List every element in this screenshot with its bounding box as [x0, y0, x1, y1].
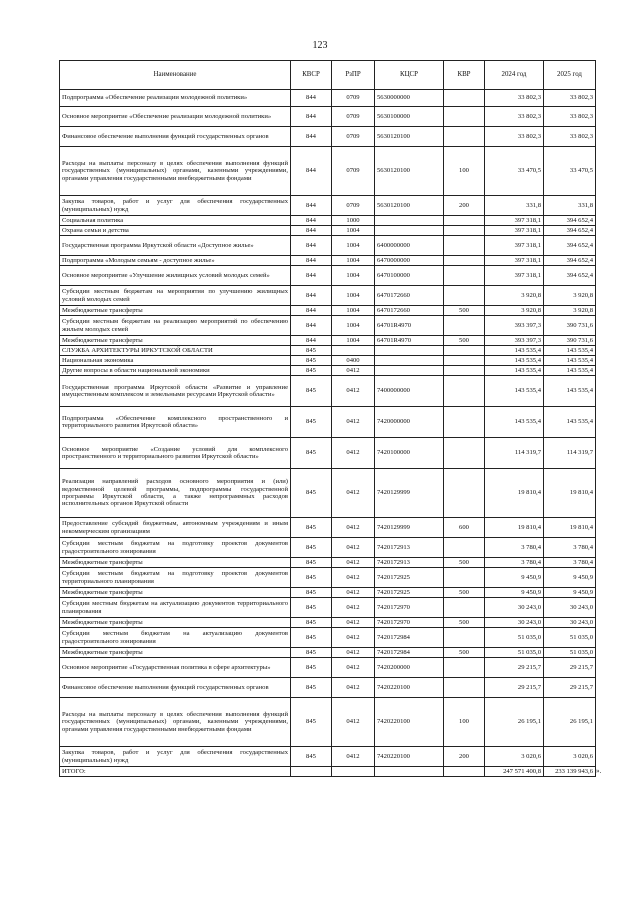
cell-2024: 33 802,3 [485, 90, 544, 107]
cell-2025: 3 920,8 [544, 306, 596, 316]
cell-rzpr: 0412 [332, 628, 375, 648]
cell-ktsr: 64701R4970 [375, 316, 444, 336]
table-row [60, 538, 596, 558]
cell-ksvr: 845 [291, 558, 332, 568]
cell-2025: 394 652,4 [544, 216, 596, 226]
header-2025: 2025 год [544, 61, 596, 90]
table-row [60, 286, 596, 306]
cell-2024: 397 318,1 [485, 256, 544, 266]
cell-kvr [444, 628, 485, 648]
table-row [60, 236, 596, 256]
page-number: 123 [312, 40, 328, 51]
cell-2025: 30 243,0 [544, 618, 596, 628]
cell-ksvr: 844 [291, 236, 332, 256]
cell-2024: 51 035,0 [485, 648, 544, 658]
cell-name: Основное мероприятие «Государственная политика в сфере архитектуры» [60, 658, 291, 678]
cell-ktsr: 5630120100 [375, 127, 444, 147]
cell-2025: 394 652,4 [544, 266, 596, 286]
cell-ksvr: 845 [291, 376, 332, 407]
cell-kvr [444, 127, 485, 147]
cell-name: Закупка товаров, работ и услуг для обеспечения государственных (муниципальных) нужд [60, 196, 291, 216]
cell-rzpr: 1000 [332, 216, 375, 226]
cell-name: Национальная экономика [60, 356, 291, 366]
cell-ktsr [375, 216, 444, 226]
cell-ksvr: 845 [291, 648, 332, 658]
cell-kvr [444, 366, 485, 376]
cell-kvr [444, 376, 485, 407]
cell-2024: 397 318,1 [485, 216, 544, 226]
cell-kvr [444, 538, 485, 558]
cell-name: Межбюджетные трансферты [60, 618, 291, 628]
cell-name: Охрана семьи и детства [60, 226, 291, 236]
table-row [60, 256, 596, 266]
header-name: Наименование [60, 61, 291, 90]
cell-kvr: 500 [444, 558, 485, 568]
table-row [60, 678, 596, 698]
cell-2025: 9 450,9 [544, 568, 596, 588]
cell-name: Основное мероприятие «Создание условий для комплексного пространственного и территориального развития Иркутской области» [60, 438, 291, 469]
cell-rzpr: 1004 [332, 266, 375, 286]
cell-2024: 30 243,0 [485, 598, 544, 618]
cell-2025: 19 810,4 [544, 518, 596, 538]
cell-ktsr: 6470000000 [375, 256, 444, 266]
cell-rzpr: 0412 [332, 618, 375, 628]
cell-kvr: 200 [444, 196, 485, 216]
cell-kvr: 500 [444, 648, 485, 658]
cell-ksvr: 844 [291, 107, 332, 127]
cell-ktsr: 6470100000 [375, 266, 444, 286]
table-row [60, 747, 596, 767]
cell-2024: 19 810,4 [485, 518, 544, 538]
cell-rzpr: 0412 [332, 438, 375, 469]
cell-ktsr: 6470172660 [375, 306, 444, 316]
table-row [60, 306, 596, 316]
cell-2024: 3 920,8 [485, 286, 544, 306]
cell-ktsr: 6470172660 [375, 286, 444, 306]
cell-2024: 29 215,7 [485, 678, 544, 698]
cell-2024: 393 397,3 [485, 316, 544, 336]
cell-2025: 233 139 943,6 [544, 767, 596, 777]
cell-rzpr: 0412 [332, 678, 375, 698]
cell-2024: 33 802,3 [485, 107, 544, 127]
cell-ktsr: 7420172970 [375, 618, 444, 628]
cell-2025: 390 731,6 [544, 336, 596, 346]
cell-ktsr: 7420172984 [375, 628, 444, 648]
cell-ksvr: 844 [291, 336, 332, 346]
cell-name: Государственная программа Иркутской области «Развитие и управление имущественным комплексом и земельными ресурсами Иркутской области» [60, 376, 291, 407]
cell-ksvr: 845 [291, 568, 332, 588]
cell-ktsr: 7420200000 [375, 658, 444, 678]
cell-2025: 19 810,4 [544, 469, 596, 518]
cell-ktsr: 7420172925 [375, 588, 444, 598]
cell-rzpr: 1004 [332, 316, 375, 336]
table-row [60, 588, 596, 598]
cell-kvr: 100 [444, 147, 485, 196]
cell-rzpr: 0709 [332, 107, 375, 127]
cell-rzpr [332, 767, 375, 777]
cell-2024: 30 243,0 [485, 618, 544, 628]
cell-2025: 51 035,0 [544, 628, 596, 648]
cell-ktsr: 5630100000 [375, 107, 444, 127]
cell-2025: 33 802,3 [544, 90, 596, 107]
cell-2025: 9 450,9 [544, 588, 596, 598]
cell-kvr [444, 107, 485, 127]
cell-ksvr: 844 [291, 226, 332, 236]
cell-name: Реализация направлений расходов основного мероприятия и (или) ведомственной целевой программы, подпрограммы государственной программы Иркутской области, а также непрограммных расходов исполнительных органов Иркутской области [60, 469, 291, 518]
cell-kvr [444, 568, 485, 588]
table-row [60, 558, 596, 568]
cell-ksvr: 845 [291, 618, 332, 628]
cell-ktsr [375, 767, 444, 777]
table-row [60, 216, 596, 226]
cell-kvr [444, 356, 485, 366]
cell-name: Предоставление субсидий бюджетным, автономным учреждениям и иным некоммерческим организациям [60, 518, 291, 538]
cell-name: Подпрограмма «Обеспечение комплексного пространственного и территориального развития Иркутской области» [60, 407, 291, 438]
cell-ksvr: 845 [291, 438, 332, 469]
cell-name: Финансовое обеспечение выполнения функций государственных органов [60, 678, 291, 698]
cell-name: Расходы на выплаты персоналу в целях обеспечения выполнения функций государственных (муниципальных) органами, казенными учреждениями, органами управления государственными внебюджетными фондами [60, 698, 291, 747]
cell-ktsr: 7420172925 [375, 568, 444, 588]
table-row [60, 107, 596, 127]
cell-2025: 26 195,1 [544, 698, 596, 747]
cell-ktsr [375, 356, 444, 366]
cell-2025: 114 319,7 [544, 438, 596, 469]
cell-2024: 331,8 [485, 196, 544, 216]
cell-ksvr: 844 [291, 306, 332, 316]
cell-rzpr: 0412 [332, 407, 375, 438]
cell-ksvr: 844 [291, 216, 332, 226]
budget-table [59, 60, 596, 777]
cell-ksvr: 845 [291, 346, 332, 356]
table-row [60, 226, 596, 236]
header-kvr: КВР [444, 61, 485, 90]
cell-rzpr: 0412 [332, 648, 375, 658]
cell-2025: 3 780,4 [544, 538, 596, 558]
cell-2024: 114 319,7 [485, 438, 544, 469]
cell-ktsr: 7420220100 [375, 698, 444, 747]
cell-2025: 3 020,6 [544, 747, 596, 767]
cell-ksvr: 844 [291, 147, 332, 196]
table-body [60, 90, 596, 777]
cell-rzpr: 0709 [332, 147, 375, 196]
cell-2025: 394 652,4 [544, 236, 596, 256]
cell-kvr: 500 [444, 588, 485, 598]
table-row [60, 127, 596, 147]
table-row [60, 376, 596, 407]
table-row [60, 568, 596, 588]
header-2024: 2024 год [485, 61, 544, 90]
cell-rzpr: 0412 [332, 747, 375, 767]
cell-ktsr: 64701R4970 [375, 336, 444, 346]
cell-name: Межбюджетные трансферты [60, 336, 291, 346]
cell-rzpr: 0412 [332, 698, 375, 747]
cell-name: Межбюджетные трансферты [60, 306, 291, 316]
cell-name: Субсидии местным бюджетам на мероприятия по улучшению жилищных условий молодых семей [60, 286, 291, 306]
cell-rzpr: 0412 [332, 376, 375, 407]
table-row [60, 147, 596, 196]
cell-2024: 33 802,3 [485, 127, 544, 147]
table-row [60, 407, 596, 438]
cell-rzpr: 0709 [332, 196, 375, 216]
header-ksvr: КВСР [291, 61, 332, 90]
cell-ktsr: 7420172913 [375, 538, 444, 558]
cell-2024: 19 810,4 [485, 469, 544, 518]
table-row [60, 469, 596, 518]
cell-kvr: 200 [444, 747, 485, 767]
table-row [60, 598, 596, 618]
cell-name: Закупка товаров, работ и услуг для обеспечения государственных (муниципальных) нужд [60, 747, 291, 767]
table-row [60, 618, 596, 628]
cell-2024: 9 450,9 [485, 588, 544, 598]
table-row [60, 90, 596, 107]
cell-kvr [444, 438, 485, 469]
table-header [60, 61, 596, 90]
cell-2024: 397 318,1 [485, 266, 544, 286]
cell-rzpr: 0412 [332, 366, 375, 376]
cell-name: Другие вопросы в области национальной экономики [60, 366, 291, 376]
closing-quote-mark: ». [596, 767, 602, 775]
cell-2024: 29 215,7 [485, 658, 544, 678]
cell-kvr [444, 286, 485, 306]
cell-rzpr: 0412 [332, 558, 375, 568]
cell-rzpr: 0412 [332, 588, 375, 598]
cell-ktsr: 7420100000 [375, 438, 444, 469]
table-row [60, 266, 596, 286]
cell-2024: 3 020,6 [485, 747, 544, 767]
cell-rzpr: 1004 [332, 306, 375, 316]
cell-name: Финансовое обеспечение выполнения функций государственных органов [60, 127, 291, 147]
cell-ksvr: 845 [291, 698, 332, 747]
table-row [60, 356, 596, 366]
cell-name: Субсидии местным бюджетам на актуализацию документов градостроительного зонирования [60, 628, 291, 648]
cell-2025: 394 652,4 [544, 226, 596, 236]
cell-2025: 143 535,4 [544, 356, 596, 366]
cell-ksvr: 845 [291, 538, 332, 558]
cell-ksvr: 844 [291, 127, 332, 147]
cell-2025: 30 243,0 [544, 598, 596, 618]
table-row [60, 767, 596, 777]
cell-ktsr: 6400000000 [375, 236, 444, 256]
cell-ksvr: 844 [291, 286, 332, 306]
cell-2025: 51 035,0 [544, 648, 596, 658]
cell-ksvr: 844 [291, 90, 332, 107]
cell-ksvr: 845 [291, 678, 332, 698]
cell-ksvr: 845 [291, 588, 332, 598]
cell-ksvr: 845 [291, 628, 332, 648]
table-row [60, 196, 596, 216]
cell-name: Подпрограмма «Обеспечение реализации молодежной политики» [60, 90, 291, 107]
cell-ktsr: 7400000000 [375, 376, 444, 407]
table-row [60, 518, 596, 538]
cell-2024: 393 397,3 [485, 336, 544, 346]
cell-kvr: 600 [444, 518, 485, 538]
cell-kvr [444, 226, 485, 236]
cell-kvr [444, 256, 485, 266]
cell-2024: 143 535,4 [485, 407, 544, 438]
cell-name: Расходы на выплаты персоналу в целях обеспечения выполнения функций государственных (муниципальных) органами, казенными учреждениями, органами управления государственными внебюджетными фондами [60, 147, 291, 196]
header-ktsr: КЦСР [375, 61, 444, 90]
cell-name: Социальная политика [60, 216, 291, 226]
cell-2025: 29 215,7 [544, 678, 596, 698]
cell-rzpr: 0400 [332, 356, 375, 366]
cell-ktsr [375, 366, 444, 376]
cell-2024: 143 535,4 [485, 346, 544, 356]
cell-2024: 26 195,1 [485, 698, 544, 747]
cell-2024: 3 780,4 [485, 538, 544, 558]
table-row [60, 648, 596, 658]
cell-kvr [444, 407, 485, 438]
cell-kvr [444, 346, 485, 356]
cell-kvr [444, 316, 485, 336]
cell-name: Межбюджетные трансферты [60, 648, 291, 658]
cell-ktsr: 7420129999 [375, 469, 444, 518]
cell-2024: 3 780,4 [485, 558, 544, 568]
cell-ksvr: 845 [291, 658, 332, 678]
cell-rzpr: 0412 [332, 598, 375, 618]
cell-ktsr: 7420172970 [375, 598, 444, 618]
cell-name: Основное мероприятие «Обеспечение реализации молодежной политики» [60, 107, 291, 127]
cell-2025: 33 470,5 [544, 147, 596, 196]
table-row [60, 438, 596, 469]
cell-2024: 397 318,1 [485, 236, 544, 256]
cell-ktsr: 5630120100 [375, 147, 444, 196]
cell-name: Субсидии местным бюджетам на подготовку проектов документов территориального планирования [60, 568, 291, 588]
cell-rzpr: 1004 [332, 286, 375, 306]
cell-2025: 394 652,4 [544, 256, 596, 266]
cell-2024: 143 535,4 [485, 376, 544, 407]
cell-ktsr: 5630000000 [375, 90, 444, 107]
cell-2024: 33 470,5 [485, 147, 544, 196]
header-row [60, 61, 596, 90]
table-row [60, 316, 596, 336]
cell-kvr [444, 678, 485, 698]
cell-rzpr: 0412 [332, 469, 375, 518]
cell-ksvr: 845 [291, 747, 332, 767]
cell-name: Межбюджетные трансферты [60, 588, 291, 598]
table-row [60, 336, 596, 346]
cell-ksvr [291, 767, 332, 777]
cell-ksvr: 845 [291, 598, 332, 618]
cell-ksvr: 844 [291, 256, 332, 266]
table-row [60, 366, 596, 376]
cell-rzpr: 1004 [332, 226, 375, 236]
cell-2025: 143 535,4 [544, 346, 596, 356]
cell-rzpr: 0709 [332, 90, 375, 107]
cell-ksvr: 844 [291, 266, 332, 286]
cell-name: Государственная программа Иркутской области «Доступное жилье» [60, 236, 291, 256]
cell-ktsr: 5630120100 [375, 196, 444, 216]
cell-kvr [444, 90, 485, 107]
cell-name: Подпрограмма «Молодым семьям - доступное жилье» [60, 256, 291, 266]
cell-kvr: 500 [444, 306, 485, 316]
cell-2025: 29 215,7 [544, 658, 596, 678]
cell-kvr: 100 [444, 698, 485, 747]
cell-2025: 331,8 [544, 196, 596, 216]
cell-rzpr: 1004 [332, 336, 375, 346]
cell-kvr [444, 767, 485, 777]
cell-kvr [444, 469, 485, 518]
cell-2025: 33 802,3 [544, 127, 596, 147]
cell-rzpr: 1004 [332, 236, 375, 256]
cell-rzpr: 0709 [332, 127, 375, 147]
cell-name: СЛУЖБА АРХИТЕКТУРЫ ИРКУТСКОЙ ОБЛАСТИ [60, 346, 291, 356]
cell-ktsr [375, 226, 444, 236]
cell-name: ИТОГО: [60, 767, 291, 777]
cell-rzpr: 0412 [332, 538, 375, 558]
cell-ktsr: 7420172984 [375, 648, 444, 658]
cell-2025: 143 535,4 [544, 407, 596, 438]
cell-2025: 143 535,4 [544, 376, 596, 407]
cell-ksvr: 844 [291, 316, 332, 336]
cell-2024: 143 535,4 [485, 366, 544, 376]
cell-name: Субсидии местным бюджетам на подготовку проектов документов градостроительного зонирования [60, 538, 291, 558]
cell-name: Основное мероприятие «Улучшение жилищных условий молодых семей» [60, 266, 291, 286]
cell-ktsr: 7420220100 [375, 747, 444, 767]
cell-2025: 143 535,4 [544, 366, 596, 376]
cell-ksvr: 844 [291, 196, 332, 216]
cell-kvr: 500 [444, 336, 485, 346]
header-rzpr: РзПР [332, 61, 375, 90]
cell-kvr [444, 598, 485, 618]
cell-kvr [444, 658, 485, 678]
table-row [60, 346, 596, 356]
cell-rzpr [332, 346, 375, 356]
cell-rzpr: 1004 [332, 256, 375, 266]
cell-2024: 9 450,9 [485, 568, 544, 588]
cell-rzpr: 0412 [332, 658, 375, 678]
cell-2025: 3 920,8 [544, 286, 596, 306]
cell-ksvr: 845 [291, 366, 332, 376]
cell-name: Межбюджетные трансферты [60, 558, 291, 568]
table-row [60, 658, 596, 678]
cell-2025: 33 802,3 [544, 107, 596, 127]
cell-ktsr: 7420000000 [375, 407, 444, 438]
cell-ktsr: 7420172913 [375, 558, 444, 568]
cell-ksvr: 845 [291, 469, 332, 518]
cell-kvr [444, 216, 485, 226]
cell-2024: 143 535,4 [485, 356, 544, 366]
cell-ksvr: 845 [291, 356, 332, 366]
cell-2024: 247 571 400,8 [485, 767, 544, 777]
cell-ksvr: 845 [291, 407, 332, 438]
cell-ktsr: 7420220100 [375, 678, 444, 698]
cell-rzpr: 0412 [332, 568, 375, 588]
cell-kvr [444, 236, 485, 256]
cell-name: Субсидии местным бюджетам на реализацию мероприятий по обеспечению жильем молодых семей [60, 316, 291, 336]
cell-2024: 397 318,1 [485, 226, 544, 236]
cell-2024: 3 920,8 [485, 306, 544, 316]
cell-2025: 3 780,4 [544, 558, 596, 568]
cell-ktsr [375, 346, 444, 356]
cell-kvr: 500 [444, 618, 485, 628]
table-row [60, 628, 596, 648]
cell-ksvr: 845 [291, 518, 332, 538]
cell-2024: 51 035,0 [485, 628, 544, 648]
cell-ktsr: 7420129999 [375, 518, 444, 538]
cell-kvr [444, 266, 485, 286]
table-row [60, 698, 596, 747]
cell-rzpr: 0412 [332, 518, 375, 538]
cell-name: Субсидии местным бюджетам на актуализацию документов территориального планирования [60, 598, 291, 618]
cell-2025: 390 731,6 [544, 316, 596, 336]
